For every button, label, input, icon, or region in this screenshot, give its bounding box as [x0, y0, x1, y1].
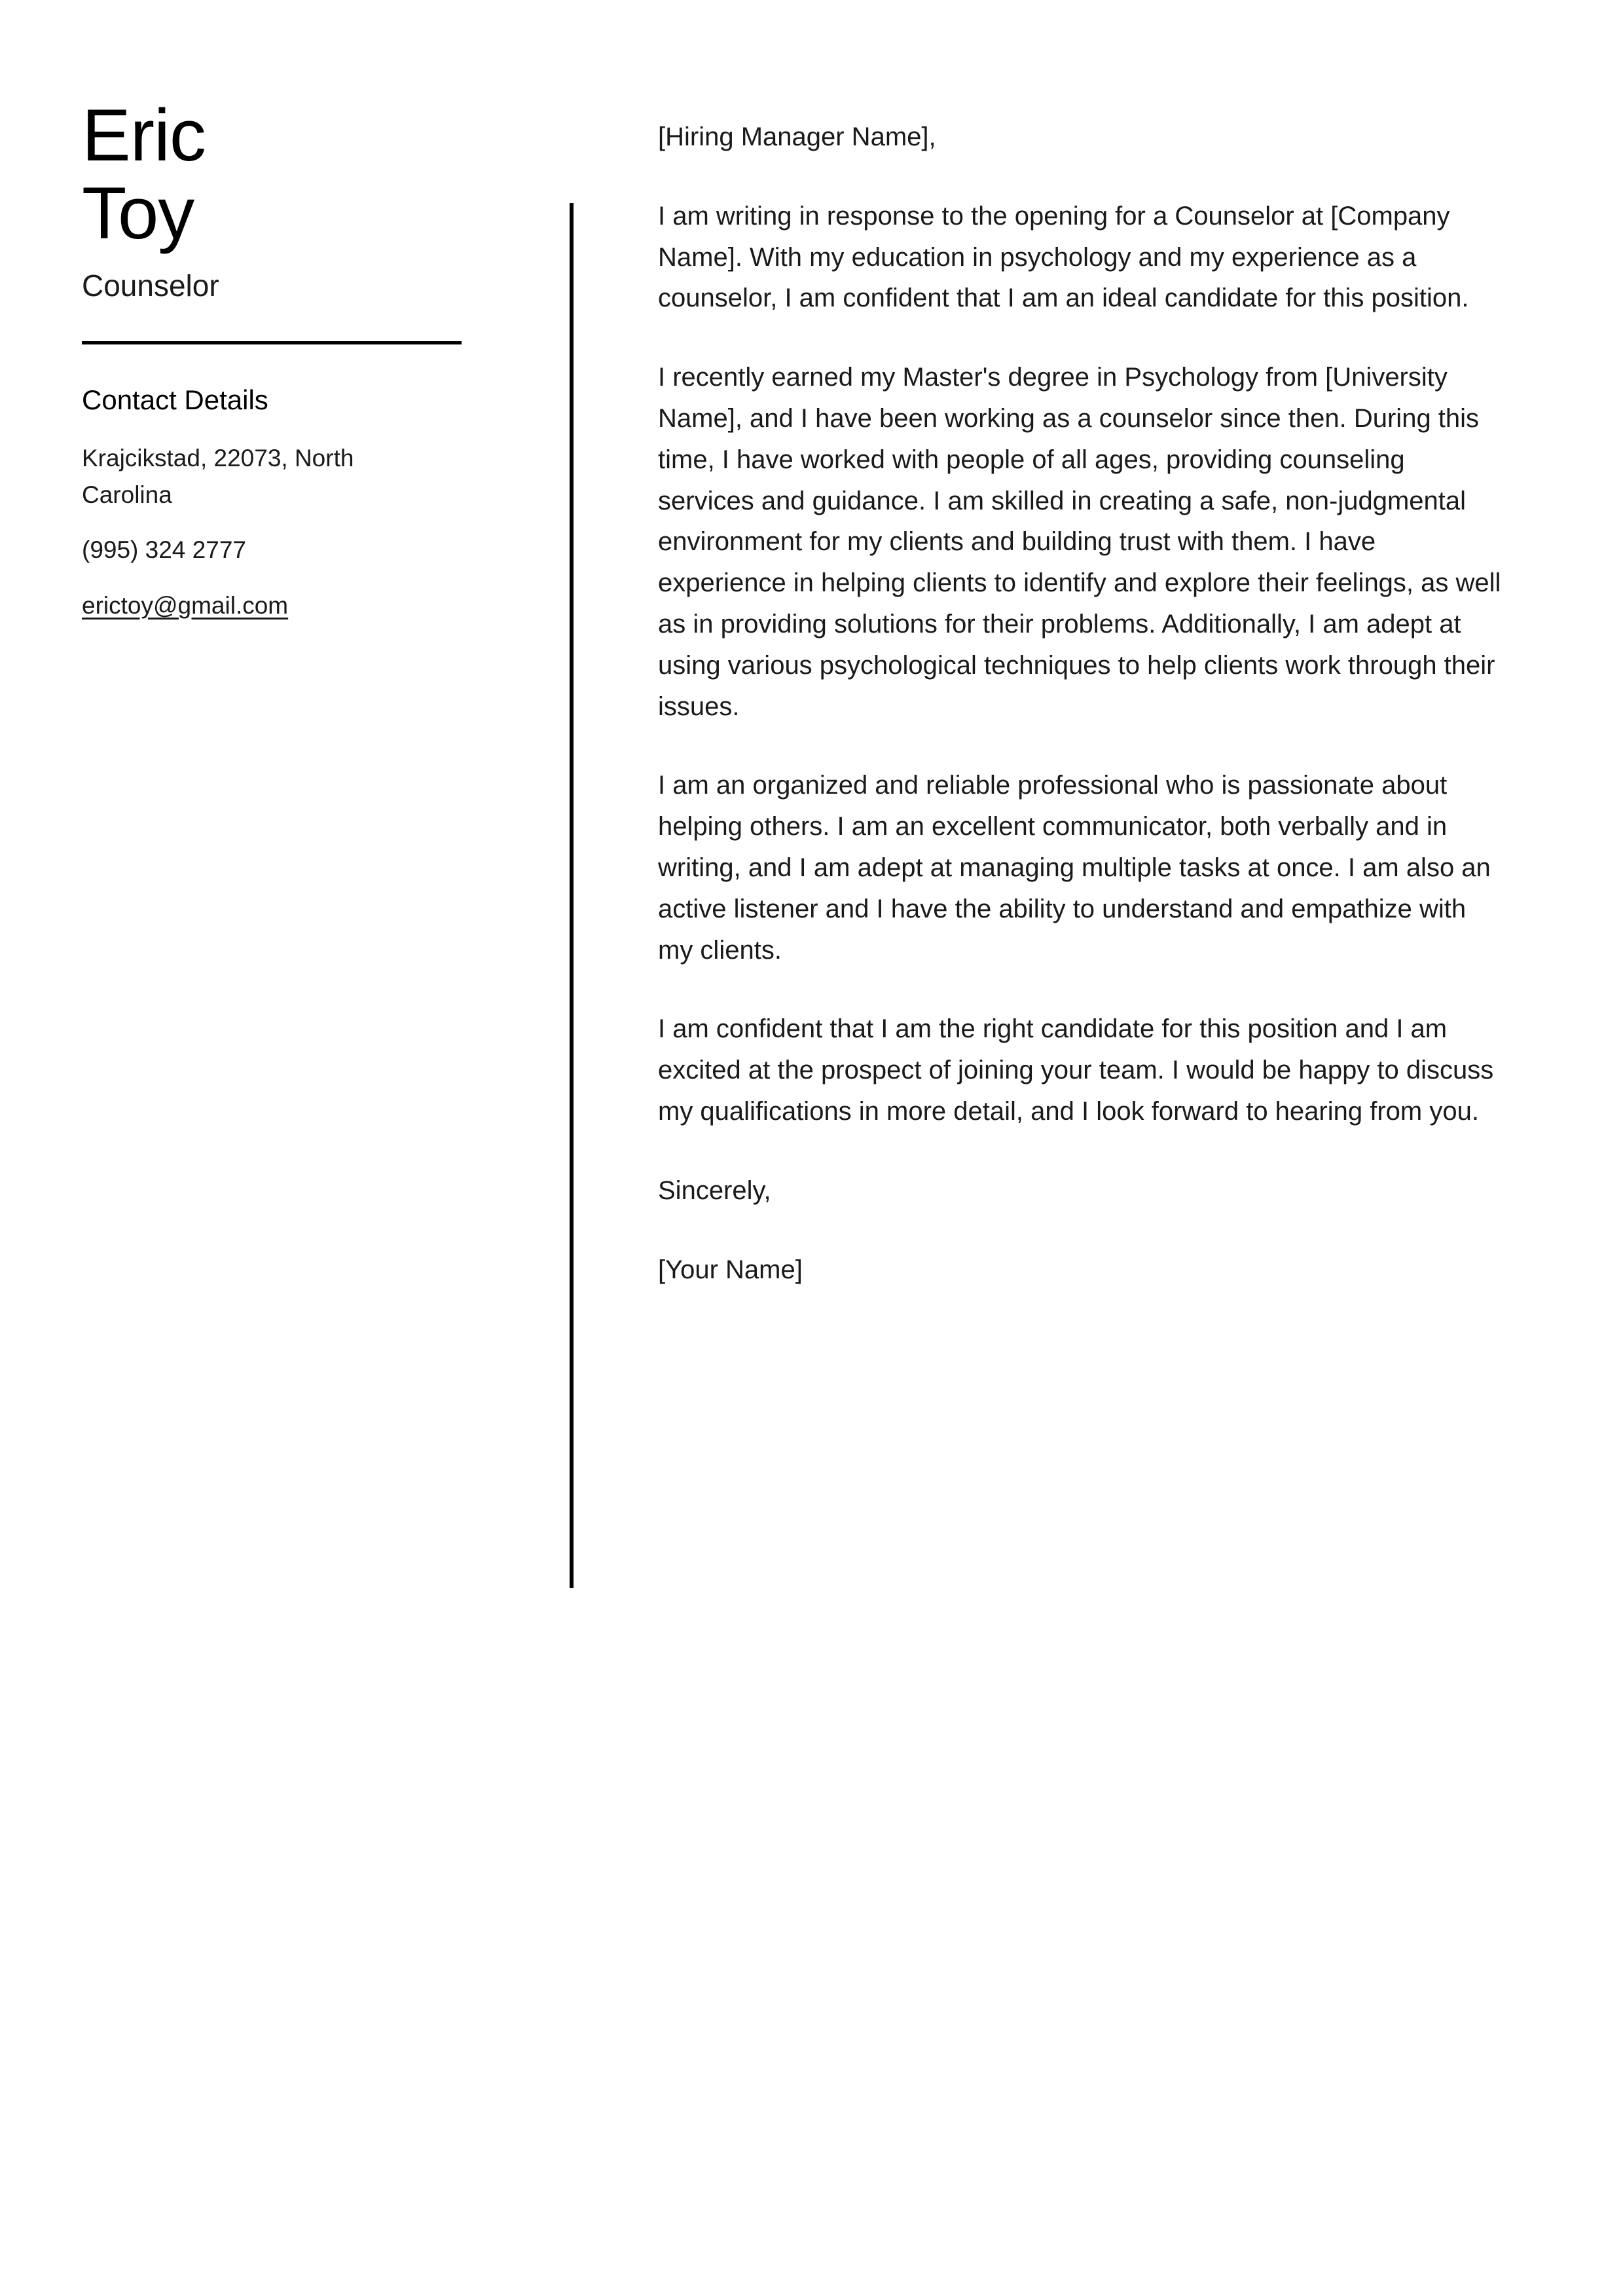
letter-signature: [Your Name]	[658, 1255, 803, 1284]
letter-paragraph-2: I recently earned my Master's degree in Psychology from [University Name], and I have been working as a counselor since then. During this time, I have worked with people of all ages, providing counseling services and guidance. I am skilled in creating a safe, non-judgmental environment for my clients and building trust with them. I have experience in helping clients to identify and explore their feelings, as well as in providing solutions for their problems. Additionally, I am adept at using various psychological techniques to help clients work through their issues.	[658, 363, 1501, 721]
candidate-job-title: Counselor	[82, 268, 219, 303]
candidate-name-block	[82, 94, 488, 254]
vertical-divider	[570, 203, 574, 1588]
letter-closing: Sincerely,	[658, 1176, 771, 1205]
contact-phone[interactable]: (995) 324 2777	[82, 536, 246, 564]
letter-paragraph-3: I am an organized and reliable professional who is passionate about helping others. I am an excellent communicator, both verbally and in writing, and I am adept at managing multiple tasks at once. I am also an active listener and I have the ability to understand and empathize with my clients.	[658, 771, 1491, 965]
contact-details-list	[82, 440, 488, 624]
letter-paragraph-1: I am writing in response to the opening for a Counselor at [Company Name]. With my education in psychology and my experience as a counselor, I am confident that I am an ideal candidate for this position.	[658, 201, 1469, 313]
sidebar	[82, 0, 488, 642]
contact-address: Krajcikstad, 22073, North Carolina	[82, 445, 354, 509]
letter-body	[658, 117, 1506, 1290]
letter-paragraph-4: I am confident that I am the right candidate for this position and I am excited at the prospect of joining your team. I would be happy to discuss my qualifications in more detail, and I look forward to hearing from you.	[658, 1014, 1494, 1126]
sidebar-divider-rule	[82, 341, 462, 344]
contact-details-heading: Contact Details	[82, 384, 268, 415]
letter-salutation: [Hiring Manager Name],	[658, 122, 936, 151]
candidate-first-name: Eric	[82, 94, 206, 176]
contact-email[interactable]: erictoy@gmail.com	[82, 591, 289, 619]
candidate-last-name: Toy	[82, 172, 194, 254]
